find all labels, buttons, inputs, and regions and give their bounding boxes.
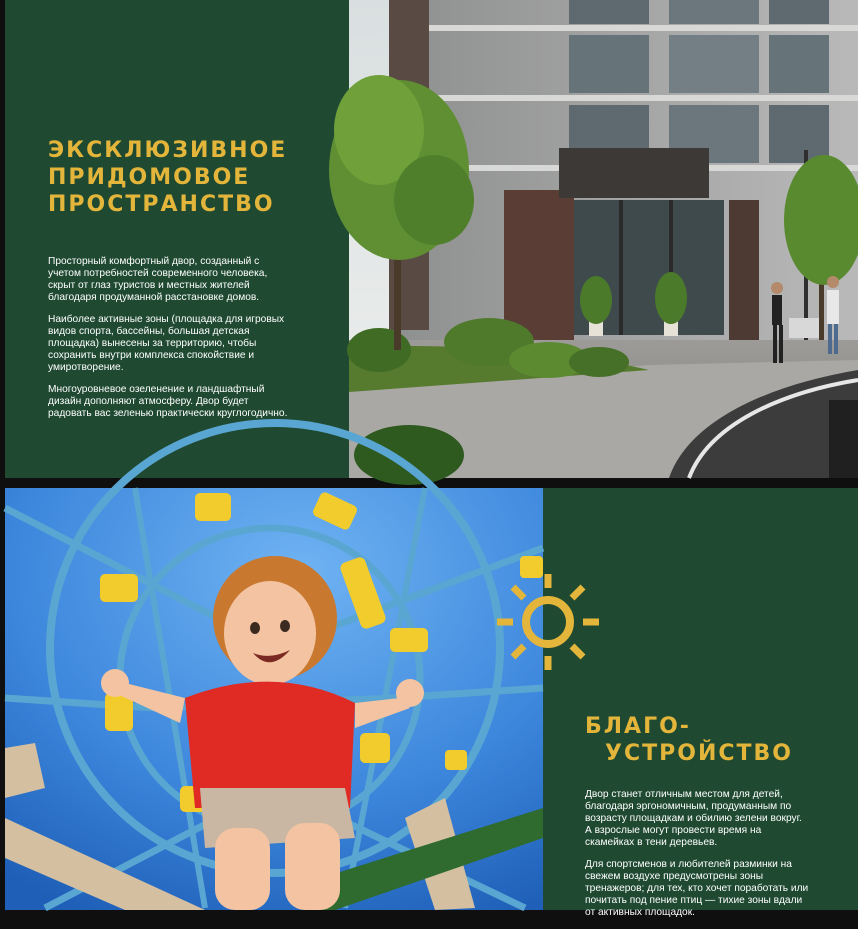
courtyard-heading	[48, 138, 348, 218]
heading-line: БЛАГО-	[585, 714, 691, 739]
heading-line: ПРИДОМОВОЕ	[48, 164, 251, 190]
amenities-section	[5, 488, 858, 918]
paragraph: Двор станет отличным местом для детей, благодаря эргономичным, продуманным по возрасту площадкам и обилию зелени вокруг. А взрослые могут провести время на скамейках в тени деревьев.	[585, 789, 802, 848]
paragraph: Наиболее активные зоны (площадка для игровых видов спорта, бассейны, большая детская площадка) вынесены за территорию, чтобы сохранить внутри комплекса спокойствие и умиротворение.	[48, 314, 285, 373]
amenities-heading	[585, 714, 845, 768]
heading-line: ПРОСТРАНСТВО	[48, 191, 275, 217]
amenities-description	[585, 789, 810, 929]
paragraph: Многоуровневое озеленение и ландшафтный дизайн дополняют атмосферу. Двор будет радовать вас зеленью практически круглогодично.	[48, 384, 288, 419]
sun-icon	[493, 572, 603, 672]
courtyard-description	[48, 256, 288, 430]
paragraph: Для спортсменов и любителей разминки на свежем воздухе предусмотрены зоны тренажеров; для тех, кто хочет поработать или почитать под пение птиц — тихие зоны вдали от активных площадок.	[585, 859, 809, 918]
building-courtyard-photo	[349, 0, 858, 478]
child-playground-photo	[5, 488, 543, 910]
paragraph: Просторный комфортный двор, созданный с учетом потребностей современного человека, скрыт от глаз туристов и местных жителей благодаря продуманной расстановке домов.	[48, 256, 268, 303]
heading-line: ЭКСКЛЮЗИВНОЕ	[48, 138, 288, 163]
courtyard-section	[5, 0, 858, 478]
heading-line: УСТРОЙСТВО	[605, 740, 793, 766]
